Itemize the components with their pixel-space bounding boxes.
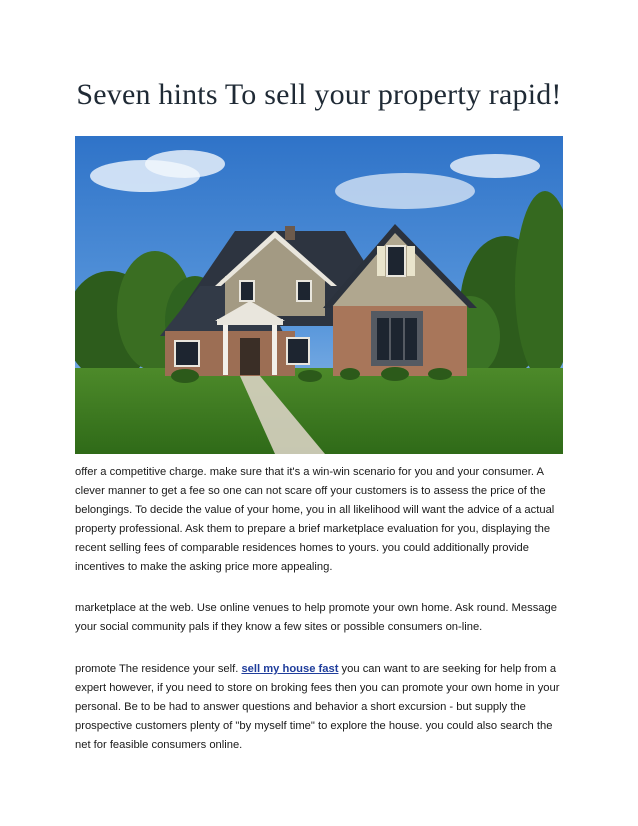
page-title: Seven hints To sell your property rapid! <box>76 78 562 111</box>
paragraph-marketing: marketplace at the web. Use online venues to help promote your own home. Ask round. Message your social community pals if they know a few sites or possible consumers on-line. <box>75 602 557 633</box>
paragraph-pricing: offer a competitive charge. make sure that it's a win-win scenario for you and your consumer. A clever manner to get a fee so one can not scare off your customers is to assess the price of the belongings. To decide the value of your home, you in all likelihood will want the advice of a actual property professional. Ask them to prepare a brief marketplace evaluation for you, displaying the recent selling fees of comparable residences homes to yours. you could additionally provide incentives to make the asking price more appealing. <box>75 466 555 573</box>
paragraph-text-end: you can want to are seeking for help from a expert however, if you need to store on broking fees then you can promote your own home in your personal. Be to be had to answer questions and behavior a short excursion - but supply the prospective customers plenty of "by myself time" to explore the house. you could also search the net for feasible consumers online. <box>75 663 560 751</box>
house-photo <box>75 136 563 454</box>
sell-my-house-fast-link[interactable]: sell my house fast <box>241 663 339 675</box>
paragraph-sell-yourself <box>75 660 565 755</box>
paragraph-text-start: promote The residence your self. <box>75 663 242 675</box>
